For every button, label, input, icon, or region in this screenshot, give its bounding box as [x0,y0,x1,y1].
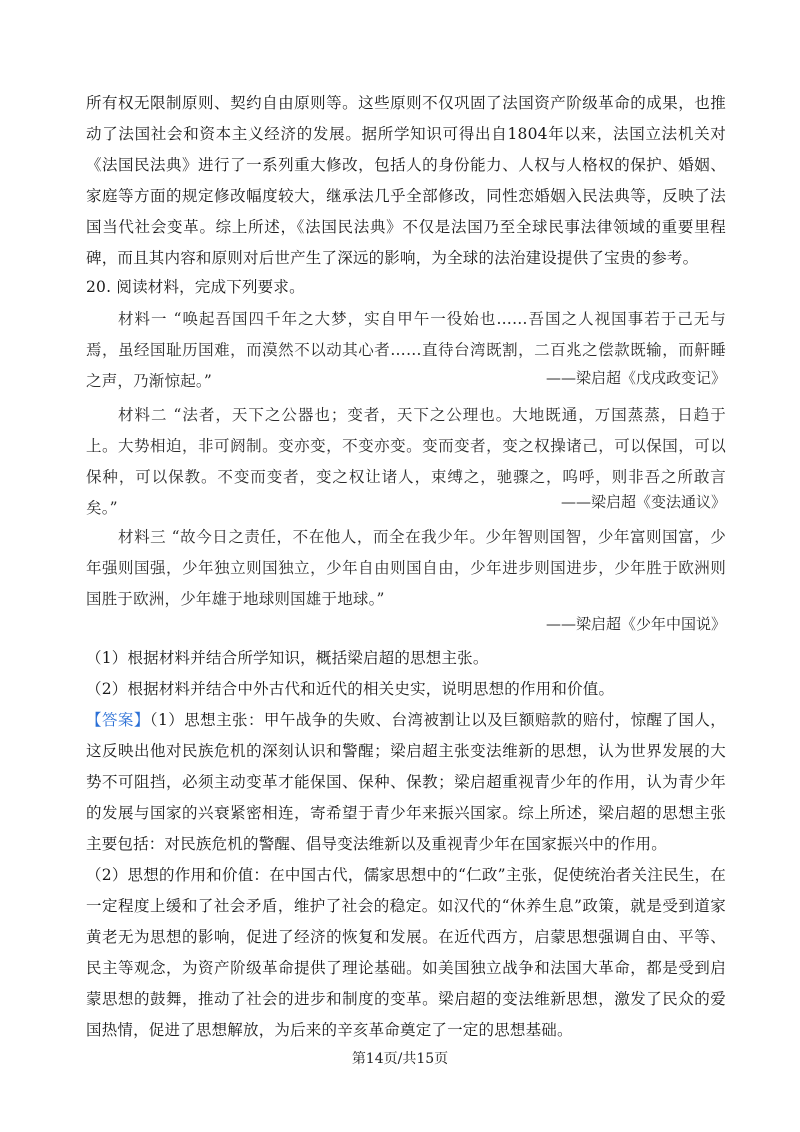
question-20-prompt: 20. 阅读材料，完成下列要求。 [86,278,305,296]
answer-part-1 [86,705,726,860]
material-1-source: ——梁启超《戊戌政变记》 [545,369,726,387]
sub-question-1: （1）根据材料并结合所学知识，概括梁启超的思想主张。 [86,649,489,667]
answer-tag: 【答案】 [86,711,150,729]
material-3-text: 材料三 “故今日之责任，不在他人，而全在我少年。少年智则国智，少年富则国富，少年强则国强，少年独立则国独立，少年自由则国自由，少年进步则国进步，少年胜于欧洲则国胜于欧洲，少年雄于地球则国雄于地球。” [86,528,726,608]
sub-question-2: （2）根据材料并结合中外古代和近代的相关史实，说明思想的作用和价值。 [86,680,615,698]
page-number-footer: 第14页/共15页 [351,1051,449,1067]
material-2-source: ——梁启超《变法通议》 [560,493,726,511]
continued-paragraph: 所有权无限制原则、契约自由原则等。这些原则不仅巩固了法国资产阶级革命的成果，也推动了法国社会和资本主义经济的发展。据所学知识可得出自1804年以来，法国立法机关对《法国民法典》进行了一系列重大修改，包括人的身份能力、人权与人格权的保护、婚姻、家庭等方面的规定修改幅度较大，继承法几乎全部修改，同性恋婚姻入民法典等，反映了法国当代社会变革。综上所述，《法国民法典》不仅是法国乃至全球民事法律领域的重要里程碑，而且其内容和原则对后世产生了深远的影响，为全球的法治建设提供了宝贵的参考。 [86,94,726,267]
answer-part-2: （2）思想的作用和价值：在中国古代，儒家思想中的“仁政”主张，促使统治者关注民生，在一定程度上缓和了社会矛盾，维护了社会的稳定。如汉代的“休养生息”政策，就是受到道家黄老无为思想的影响，促进了经济的恢复和发展。在近代西方，启蒙思想强调自由、平等、民主等观念，为资产阶级革命提供了理论基础。如美国独立战争和法国大革命，都是受到启蒙思想的鼓舞，推动了社会的进步和制度的变革。梁启超的变法维新思想，激发了民众的爱国热情，促进了思想解放，为后来的辛亥革命奠定了一定的思想基础。 [86,866,726,1039]
material-3-source: ——梁启超《少年中国说》 [545,615,726,633]
material-2-text: 材料二 “法者，天下之公器也；变者，天下之公理也。大地既通，万国蒸蒸，日趋于上。大势相迫，非可阏制。变亦变，不变亦变。变而变者，变之权操诸己，可以保国，可以保种，可以保教。不变而变者，变之权让诸人，束缚之，驰骤之，呜呼，则非吾之所敢言矣。” [86,406,726,517]
answer-part-1-text: （1）思想主张：甲午战争的失败、台湾被割让以及巨额赔款的赔付，惊醒了国人，这反映出他对民族危机的深刻认识和警醒；梁启超主张变法维新的思想，认为世界发展的大势不可阻挡，必须主动变革才能保国、保种、保教；梁启超重视青少年的作用，认为青少年的发展与国家的兴衰紧密相连，寄希望于青少年来振兴国家。综上所述，梁启超的思想主张主要包括：对民族危机的警醒、倡导变法维新以及重视青少年在国家振兴中的作用。 [86,711,727,853]
material-1-text: 材料一 “唤起吾国四千年之大梦，实自甲午一役始也……吾国之人视国事若于己无与焉，虽经国耻历国难，而漠然不以动其心者……直待台湾既割，二百兆之偿款既输，而鼾睡之声，乃渐惊起。” [86,310,726,390]
